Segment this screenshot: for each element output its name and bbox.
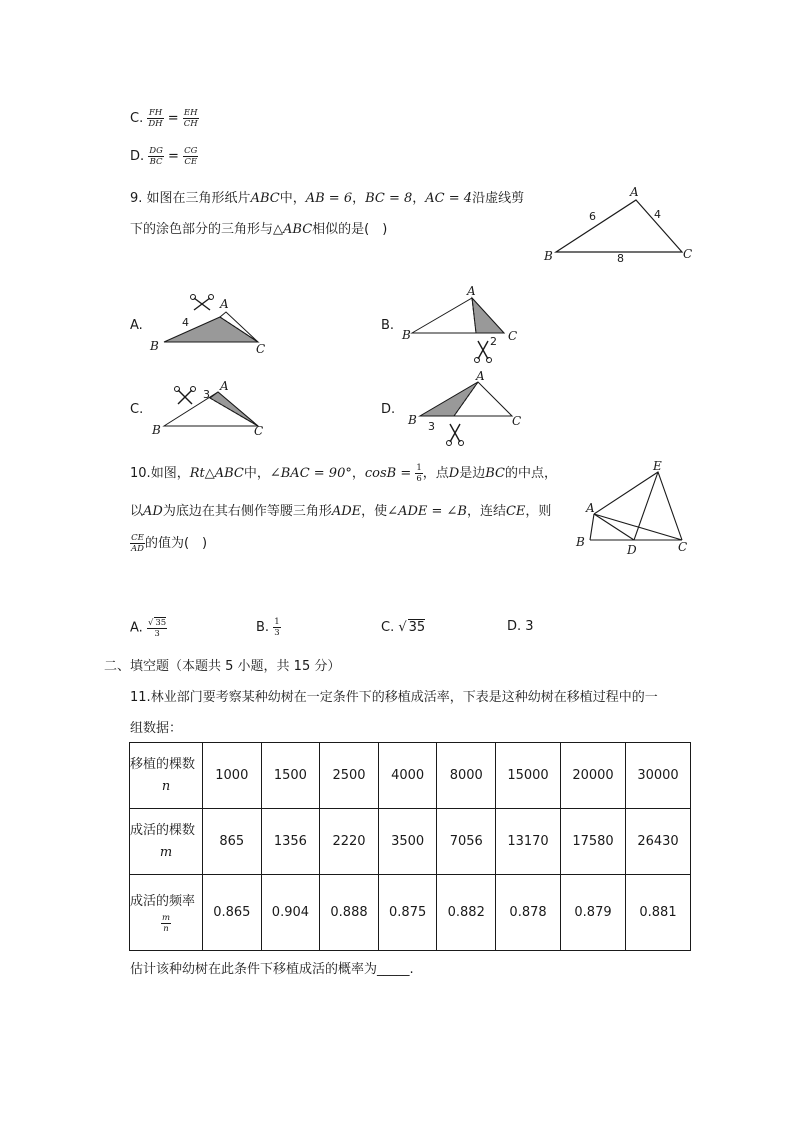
q9-option-a-figure[interactable] [148,292,278,358]
fraction-cg-ce: $\frac{CG}{CE}$ [184,146,198,167]
side-ab-label: 6 [589,210,596,223]
q9-figure [538,180,698,270]
vertex-c-label: C [254,424,264,438]
q10-option-a[interactable]: A. $\frac{√ 35}{3}$ [130,618,167,639]
vertex-c-label: C [256,342,266,356]
fraction-one-sixth: $\frac{1}{6}$ [416,463,422,484]
q9-option-b-label[interactable]: B. [381,318,395,333]
vertex-a-label: A [220,379,229,393]
vertex-b-label: B [408,413,417,427]
triangle-abc [556,200,682,252]
side-number-label: 3 [203,388,210,401]
side-number-label: 4 [182,316,189,329]
vertex-a-label: A [220,297,229,311]
q10-line1: 10.如图，Rt△ABC中，∠BAC = 90°，cosB = $\frac{1}{6}$ ，点D是边BC的中点， [130,463,558,484]
table-row: 成活的频率 $\frac{m}{n}$ 0.865 0.904 0.888 0.875 0.882 0.878 0.879 0.881 [130,875,691,951]
vertex-a-label: A [586,501,595,515]
vertex-b-label: B [152,423,161,437]
vertex-c-label: C [508,329,518,343]
section-2-title: 二、填空题（本题共 5 小题，共 15 分） [104,659,341,674]
vertex-c-label: C [512,414,522,428]
option-c-prev[interactable]: C. $\frac{FH}{DH}$ = $\frac{EH}{CH}$ [130,108,198,129]
table-row: 成活的棵数 m 865 1356 2220 3500 7056 13170 17580 26430 [130,809,691,875]
vertex-c-label: C [683,247,693,261]
fraction-ce-ad: $\frac{CE}{AD}$ [131,533,144,554]
scissors-icon [175,387,196,405]
q9-option-a-label[interactable]: A. [130,318,143,333]
fraction-eh-ch: $\frac{EH}{CH}$ [183,108,198,129]
table-row: 移植的棵数 n 1000 1500 2500 4000 8000 15000 20000 30000 [130,743,691,809]
scissors-icon [191,295,214,311]
vertex-b-label: B [576,535,585,549]
q9-option-c-label[interactable]: C. [130,402,144,417]
option-d-prev[interactable]: D. $\frac{DG}{BC}$ = $\frac{CG}{CE}$ [130,146,198,167]
vertex-a-label: A [476,369,485,383]
vertex-b-label: B [544,249,553,263]
vertex-d-label: D [627,543,637,557]
survival-table [129,742,691,951]
q11-line1: 11.林业部门要考察某种幼树在一定条件下的移植成活率，下表是这种幼树在移植过程中的一 [130,690,658,705]
vertex-c-label: C [678,540,688,554]
q11-line2: 组数据： [130,721,183,736]
q9-option-b-figure[interactable] [398,283,528,363]
fraction-m-n: $\frac{m}{n}$ [161,912,171,934]
vertex-a-label: A [467,284,476,298]
side-ac-label: 4 [654,208,661,221]
q11-answer-line[interactable]: 估计该种幼树在此条件下移植成活的概率为_____. [130,962,414,977]
side-number-label: 3 [428,420,435,433]
side-bc-label: 8 [617,252,624,265]
vertex-b-label: B [402,328,411,342]
q10-option-d[interactable]: D. 3 [507,619,534,634]
q10-option-c[interactable]: C. √ 35 [381,620,426,635]
q9-option-d-label[interactable]: D. [381,402,396,417]
vertex-b-label: B [150,339,159,353]
q10-line2: 以AD为底边在其右侧作等腰三角形ADE，使∠ADE = ∠B，连结CE，则 [130,504,552,519]
scissors-icon [475,341,492,363]
fraction-fh-dh: $\frac{FH}{DH}$ [148,108,163,129]
q9-option-c-figure[interactable] [148,376,278,442]
q10-figure [572,456,696,560]
q9-line2: 下的涂色部分的三角形与△ABC相似的是( ) [130,222,388,237]
q10-option-b[interactable]: B. $\frac{1}{3}$ [256,617,280,638]
vertex-a-label: A [630,185,639,199]
side-number-label: 2 [490,335,497,348]
q10-line3: $\frac{CE}{AD}$ 的值为( ) [131,533,208,554]
vertex-e-label: E [653,459,662,473]
scissors-icon [447,424,464,446]
q9-line1: 9. 如图在三角形纸片ABC中，AB = 6，BC = 8，AC = 4沿虚线剪 [130,191,525,206]
q9-option-d-figure[interactable] [398,368,528,448]
fraction-dg-bc: $\frac{DG}{BC}$ [149,146,163,167]
